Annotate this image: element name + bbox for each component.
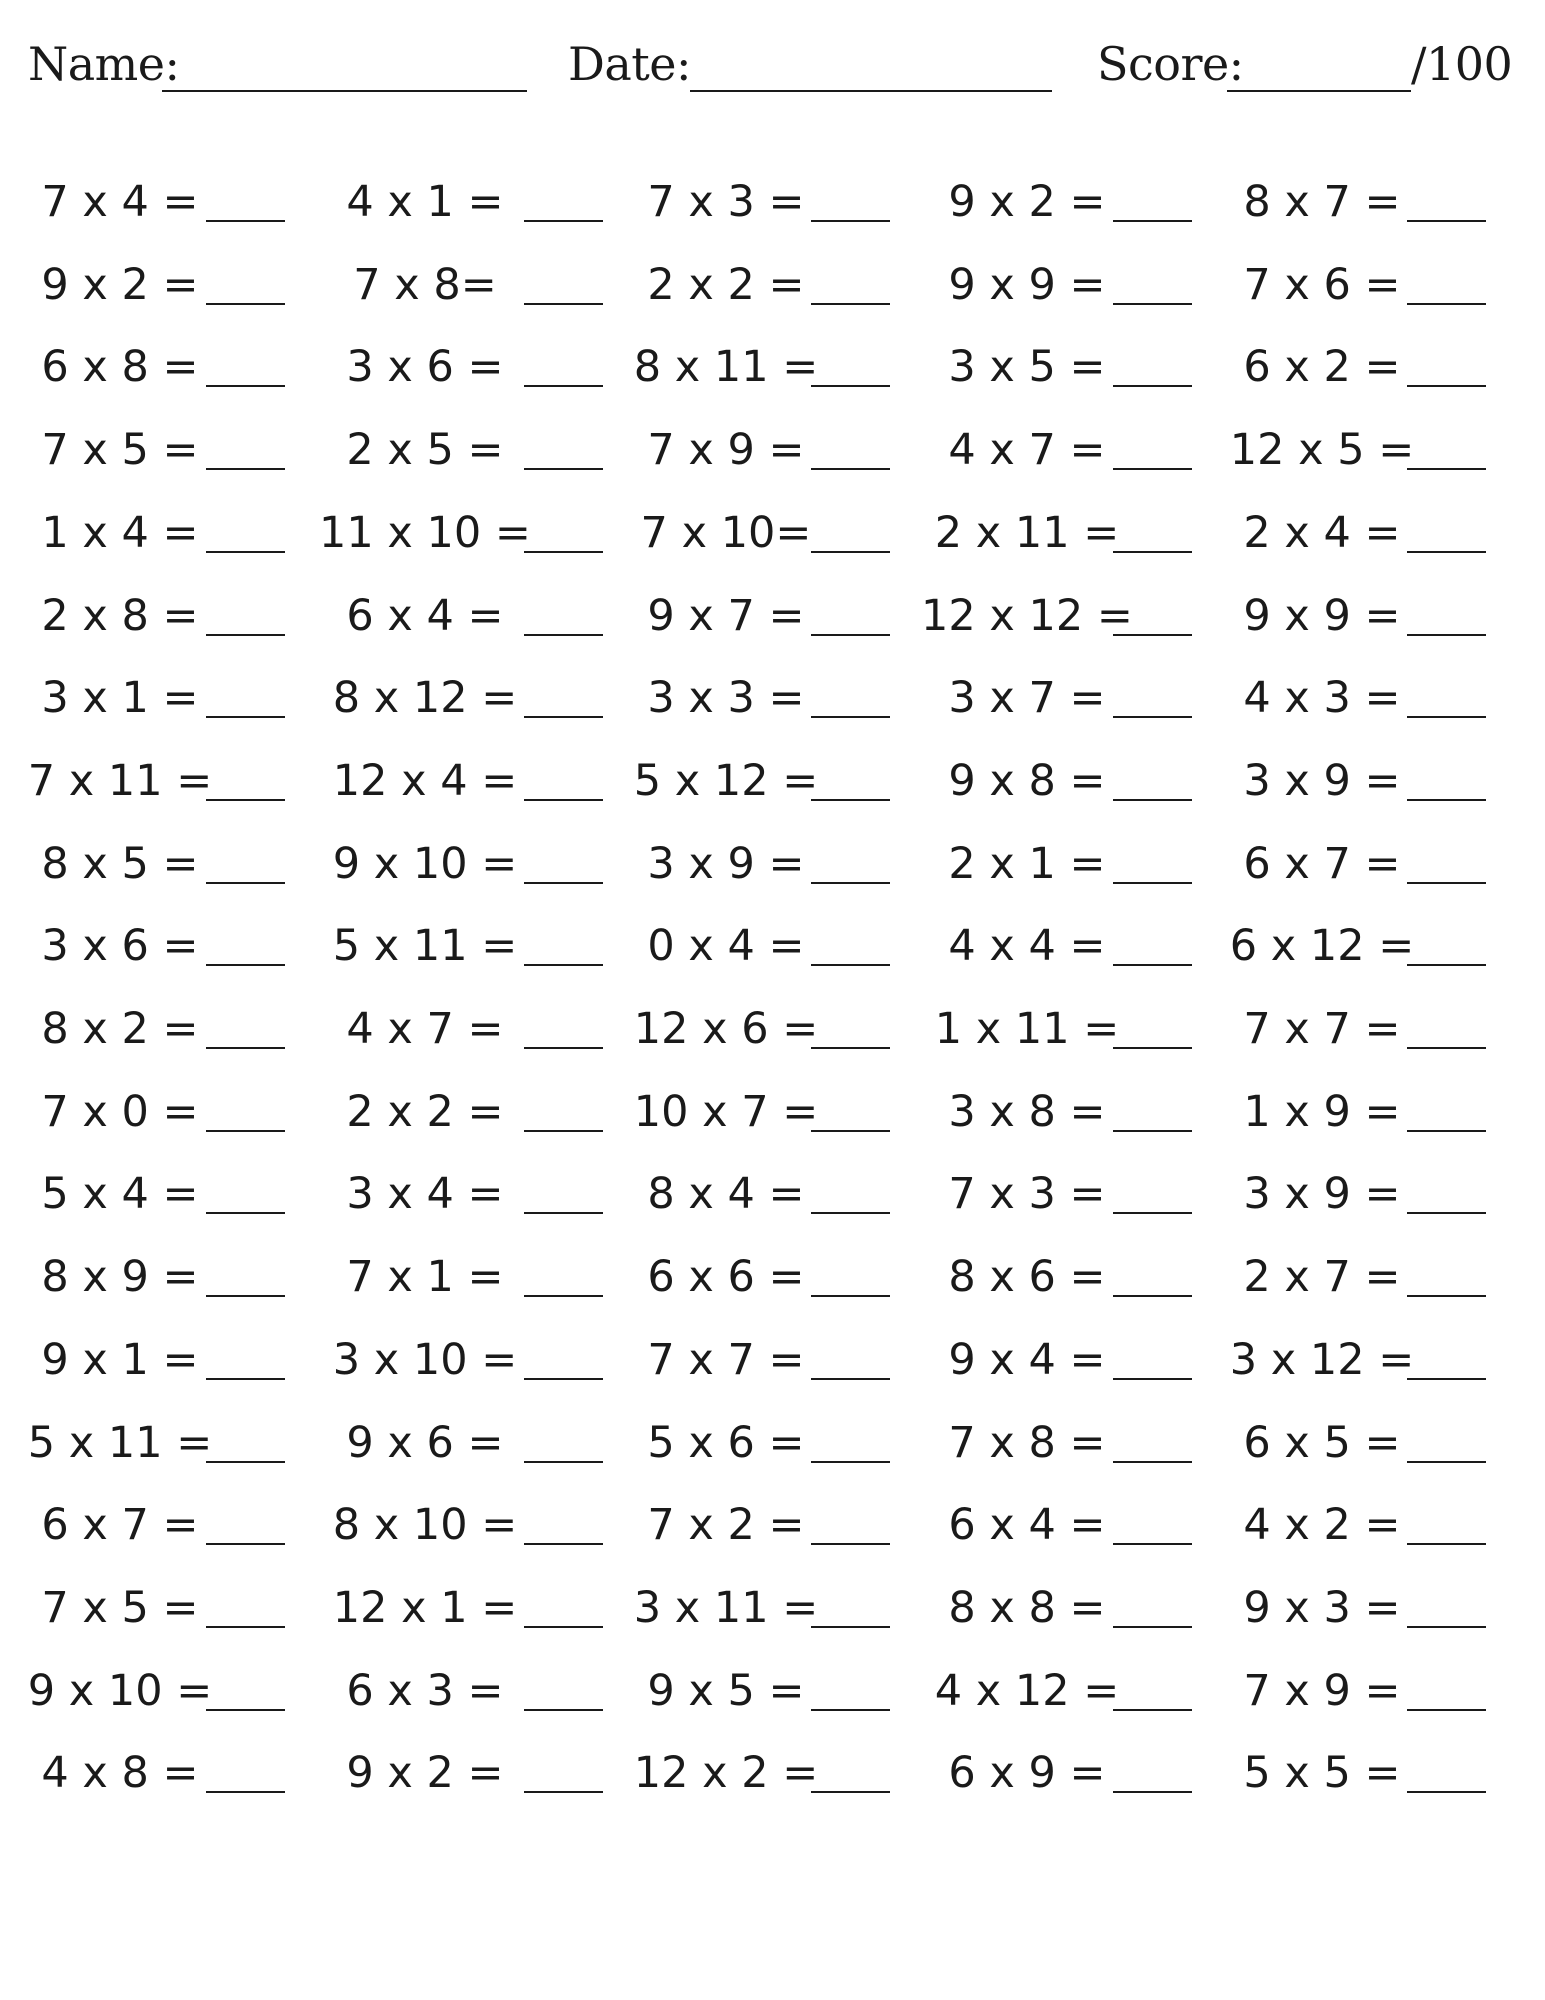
answer-blank[interactable] bbox=[1407, 1543, 1486, 1545]
answer-blank[interactable] bbox=[1113, 1212, 1192, 1214]
answer-blank[interactable] bbox=[1407, 1461, 1486, 1463]
answer-blank[interactable] bbox=[1113, 1543, 1192, 1545]
answer-blank[interactable] bbox=[1407, 1047, 1486, 1049]
answer-blank[interactable] bbox=[206, 303, 285, 305]
answer-blank[interactable] bbox=[524, 716, 603, 718]
answer-blank[interactable] bbox=[206, 1047, 285, 1049]
answer-blank[interactable] bbox=[1407, 1709, 1486, 1711]
answer-blank[interactable] bbox=[1113, 964, 1192, 966]
problem-expression: 7 x 3 = bbox=[948, 1169, 1106, 1220]
answer-blank[interactable] bbox=[1407, 1378, 1486, 1380]
problem-expression: 7 x 3 = bbox=[647, 177, 805, 227]
problem-expression: 7 x 4 = bbox=[41, 177, 199, 227]
problem-expression: 4 x 2 = bbox=[1243, 1500, 1401, 1551]
problem-expression: 5 x 4 = bbox=[41, 1169, 199, 1220]
problem-expression: 9 x 10 = bbox=[27, 1665, 213, 1716]
problem-expression: 1 x 4 = bbox=[41, 507, 199, 558]
answer-blank[interactable] bbox=[206, 468, 285, 470]
answer-blank[interactable] bbox=[811, 1130, 890, 1132]
answer-blank[interactable] bbox=[524, 1130, 603, 1132]
answer-blank[interactable] bbox=[1407, 1626, 1486, 1628]
answer-blank[interactable] bbox=[206, 551, 285, 553]
answer-blank[interactable] bbox=[206, 1626, 285, 1628]
answer-blank[interactable] bbox=[811, 964, 890, 966]
answer-blank[interactable] bbox=[206, 716, 285, 718]
answer-blank[interactable] bbox=[524, 799, 603, 801]
problem-expression: 6 x 2 = bbox=[1243, 342, 1401, 393]
answer-blank[interactable] bbox=[1113, 303, 1192, 305]
answer-blank[interactable] bbox=[524, 634, 603, 636]
answer-blank[interactable] bbox=[811, 468, 890, 470]
name-label: Name: bbox=[28, 37, 180, 91]
problem-expression: 6 x 7 = bbox=[1243, 838, 1401, 889]
problem-expression: 8 x 4 = bbox=[647, 1169, 805, 1220]
answer-blank[interactable] bbox=[1113, 385, 1192, 387]
problem-expression: 7 x 1 = bbox=[346, 1252, 504, 1303]
problem-expression: 6 x 8 = bbox=[41, 342, 199, 393]
problem-expression: 12 x 2 = bbox=[633, 1748, 819, 1799]
problem-expression: 3 x 10 = bbox=[332, 1334, 518, 1385]
problem-expression: 9 x 10 = bbox=[332, 838, 518, 889]
problem-expression: 4 x 1 = bbox=[346, 177, 504, 227]
problem-expression: 7 x 9 = bbox=[647, 425, 805, 476]
problem-expression: 3 x 4 = bbox=[346, 1169, 504, 1220]
answer-blank[interactable] bbox=[1113, 1130, 1192, 1132]
problem-expression: 5 x 12 = bbox=[633, 755, 819, 806]
problem-expression: 4 x 12 = bbox=[934, 1665, 1120, 1716]
answer-blank[interactable] bbox=[524, 1212, 603, 1214]
answer-blank[interactable] bbox=[811, 634, 890, 636]
answer-blank[interactable] bbox=[1407, 634, 1486, 636]
problem-expression: 3 x 9 = bbox=[647, 838, 805, 889]
problem-expression: 9 x 7 = bbox=[647, 590, 805, 641]
problem-expression: 8 x 11 = bbox=[633, 342, 819, 393]
answer-blank[interactable] bbox=[811, 716, 890, 718]
problem-expression: 4 x 7 = bbox=[948, 425, 1106, 476]
answer-blank[interactable] bbox=[524, 220, 603, 222]
problem-expression: 1 x 9 = bbox=[1243, 1086, 1401, 1137]
answer-blank[interactable] bbox=[1113, 799, 1192, 801]
answer-blank[interactable] bbox=[811, 1709, 890, 1711]
answer-blank[interactable] bbox=[206, 1709, 285, 1711]
answer-blank[interactable] bbox=[811, 1212, 890, 1214]
problem-expression: 6 x 6 = bbox=[647, 1252, 805, 1303]
problem-expression: 9 x 3 = bbox=[1243, 1582, 1401, 1633]
answer-blank[interactable] bbox=[524, 1461, 603, 1463]
answer-blank[interactable] bbox=[206, 1295, 285, 1297]
problem-expression: 2 x 1 = bbox=[948, 838, 1106, 889]
problem-expression: 3 x 9 = bbox=[1243, 1169, 1401, 1220]
answer-blank[interactable] bbox=[206, 1130, 285, 1132]
date-label: Date: bbox=[568, 37, 692, 91]
problem-expression: 2 x 5 = bbox=[346, 425, 504, 476]
answer-blank[interactable] bbox=[1407, 468, 1486, 470]
problem-expression: 3 x 5 = bbox=[948, 342, 1106, 393]
answer-blank[interactable] bbox=[1113, 551, 1192, 553]
answer-blank[interactable] bbox=[1113, 1378, 1192, 1380]
problem-expression: 2 x 8 = bbox=[41, 590, 199, 641]
problem-expression: 2 x 4 = bbox=[1243, 507, 1401, 558]
answer-blank[interactable] bbox=[206, 1543, 285, 1545]
answer-blank[interactable] bbox=[206, 385, 285, 387]
answer-blank[interactable] bbox=[524, 1709, 603, 1711]
problem-expression: 6 x 4 = bbox=[346, 590, 504, 641]
answer-blank[interactable] bbox=[206, 220, 285, 222]
answer-blank[interactable] bbox=[811, 882, 890, 884]
answer-blank[interactable] bbox=[811, 799, 890, 801]
answer-blank[interactable] bbox=[1407, 882, 1486, 884]
problem-expression: 0 x 4 = bbox=[647, 921, 805, 972]
answer-blank[interactable] bbox=[524, 1378, 603, 1380]
problem-expression: 3 x 12 = bbox=[1229, 1334, 1415, 1385]
answer-blank[interactable] bbox=[206, 882, 285, 884]
problem-expression: 2 x 2 = bbox=[647, 259, 805, 310]
answer-blank[interactable] bbox=[206, 634, 285, 636]
problem-expression: 3 x 6 = bbox=[41, 921, 199, 972]
answer-blank[interactable] bbox=[811, 1295, 890, 1297]
answer-blank[interactable] bbox=[1113, 1461, 1192, 1463]
answer-blank[interactable] bbox=[1113, 882, 1192, 884]
problem-expression: 8 x 2 = bbox=[41, 1004, 199, 1054]
answer-blank[interactable] bbox=[1407, 1212, 1486, 1214]
problem-expression: 8 x 8 = bbox=[948, 1582, 1106, 1633]
answer-blank[interactable] bbox=[1407, 303, 1486, 305]
problem-expression: 4 x 7 = bbox=[346, 1004, 504, 1054]
problem-expression: 7 x 5 = bbox=[41, 1582, 199, 1633]
problem-expression: 8 x 7 = bbox=[1243, 177, 1401, 227]
answer-blank[interactable] bbox=[524, 1791, 603, 1793]
answer-blank[interactable] bbox=[811, 551, 890, 553]
problem-expression: 4 x 8 = bbox=[41, 1748, 199, 1799]
problem-expression: 9 x 8 = bbox=[948, 755, 1106, 806]
answer-blank[interactable] bbox=[1407, 799, 1486, 801]
answer-blank[interactable] bbox=[1113, 1626, 1192, 1628]
problem-expression: 5 x 5 = bbox=[1243, 1748, 1401, 1799]
problem-expression: 3 x 3 = bbox=[647, 673, 805, 724]
answer-blank[interactable] bbox=[524, 551, 603, 553]
problem-expression: 2 x 11 = bbox=[934, 507, 1120, 558]
answer-blank[interactable] bbox=[524, 1543, 603, 1545]
problem-expression: 9 x 4 = bbox=[948, 1334, 1106, 1385]
answer-blank[interactable] bbox=[1407, 964, 1486, 966]
answer-blank[interactable] bbox=[1113, 468, 1192, 470]
answer-blank[interactable] bbox=[811, 303, 890, 305]
problem-expression: 4 x 3 = bbox=[1243, 673, 1401, 724]
problem-expression: 3 x 9 = bbox=[1243, 755, 1401, 806]
answer-blank[interactable] bbox=[1113, 1047, 1192, 1049]
problem-expression: 6 x 12 = bbox=[1229, 921, 1415, 972]
answer-blank[interactable] bbox=[524, 964, 603, 966]
answer-blank[interactable] bbox=[1113, 1709, 1192, 1711]
problem-expression: 3 x 11 = bbox=[633, 1582, 819, 1633]
answer-blank[interactable] bbox=[524, 1295, 603, 1297]
problem-expression: 5 x 11 = bbox=[27, 1417, 213, 1468]
answer-blank[interactable] bbox=[1407, 716, 1486, 718]
answer-blank[interactable] bbox=[811, 1047, 890, 1049]
answer-blank[interactable] bbox=[206, 964, 285, 966]
problem-expression: 4 x 4 = bbox=[948, 921, 1106, 972]
problem-expression: 8 x 9 = bbox=[41, 1252, 199, 1303]
answer-blank[interactable] bbox=[1407, 220, 1486, 222]
problem-expression: 8 x 10 = bbox=[332, 1500, 518, 1551]
problem-expression: 9 x 2 = bbox=[41, 259, 199, 310]
problem-expression: 9 x 2 = bbox=[346, 1748, 504, 1799]
problem-expression: 12 x 6 = bbox=[633, 1004, 819, 1054]
problem-expression: 7 x 7 = bbox=[1243, 1004, 1401, 1054]
answer-blank[interactable] bbox=[206, 1461, 285, 1463]
problem-expression: 9 x 2 = bbox=[948, 177, 1106, 227]
answer-blank[interactable] bbox=[1407, 1130, 1486, 1132]
answer-blank[interactable] bbox=[811, 220, 890, 222]
problem-expression: 12 x 5 = bbox=[1229, 425, 1415, 476]
problem-expression: 12 x 4 = bbox=[332, 755, 518, 806]
problem-expression: 1 x 11 = bbox=[934, 1004, 1120, 1054]
problem-expression: 7 x 2 = bbox=[647, 1500, 805, 1551]
answer-blank[interactable] bbox=[1113, 1295, 1192, 1297]
score-label: Score: bbox=[1097, 37, 1244, 91]
problem-expression: 6 x 9 = bbox=[948, 1748, 1106, 1799]
answer-blank[interactable] bbox=[206, 1212, 285, 1214]
problem-expression: 11 x 10 = bbox=[319, 507, 531, 558]
answer-blank[interactable] bbox=[811, 1543, 890, 1545]
answer-blank[interactable] bbox=[1407, 551, 1486, 553]
answer-blank[interactable] bbox=[1407, 1791, 1486, 1793]
problem-expression: 6 x 7 = bbox=[41, 1500, 199, 1551]
answer-blank[interactable] bbox=[524, 1047, 603, 1049]
problem-expression: 7 x 9 = bbox=[1243, 1665, 1401, 1716]
answer-blank[interactable] bbox=[524, 468, 603, 470]
problem-expression: 6 x 5 = bbox=[1243, 1417, 1401, 1468]
problem-expression: 12 x 12 = bbox=[921, 590, 1133, 641]
answer-blank[interactable] bbox=[1113, 220, 1192, 222]
problem-expression: 9 x 5 = bbox=[647, 1665, 805, 1716]
problem-expression: 5 x 11 = bbox=[332, 921, 518, 972]
answer-blank[interactable] bbox=[524, 303, 603, 305]
problem-expression: 9 x 9 = bbox=[1243, 590, 1401, 641]
problem-expression: 9 x 9 = bbox=[948, 259, 1106, 310]
problem-expression: 2 x 7 = bbox=[1243, 1252, 1401, 1303]
answer-blank[interactable] bbox=[206, 1378, 285, 1380]
answer-blank[interactable] bbox=[206, 799, 285, 801]
answer-blank[interactable] bbox=[811, 1461, 890, 1463]
answer-blank[interactable] bbox=[811, 1626, 890, 1628]
problem-expression: 6 x 4 = bbox=[948, 1500, 1106, 1551]
problem-expression: 8 x 5 = bbox=[41, 838, 199, 889]
problem-expression: 7 x 7 = bbox=[647, 1334, 805, 1385]
problem-expression: 9 x 1 = bbox=[41, 1334, 199, 1385]
problem-expression: 10 x 7 = bbox=[633, 1086, 819, 1137]
problem-expression: 9 x 6 = bbox=[346, 1417, 504, 1468]
answer-blank[interactable] bbox=[1113, 634, 1192, 636]
answer-blank[interactable] bbox=[1113, 716, 1192, 718]
answer-blank[interactable] bbox=[1113, 1791, 1192, 1793]
problem-expression: 7 x 11 = bbox=[27, 755, 213, 806]
problem-expression: 8 x 12 = bbox=[332, 673, 518, 724]
problem-expression: 3 x 1 = bbox=[41, 673, 199, 724]
problem-expression: 7 x 10= bbox=[640, 507, 812, 558]
problem-expression: 8 x 6 = bbox=[948, 1252, 1106, 1303]
problem-expression: 7 x 5 = bbox=[41, 425, 199, 476]
problem-expression: 2 x 2 = bbox=[346, 1086, 504, 1137]
problem-expression: 5 x 6 = bbox=[647, 1417, 805, 1468]
problem-expression: 6 x 3 = bbox=[346, 1665, 504, 1716]
problem-expression: 12 x 1 = bbox=[332, 1582, 518, 1633]
answer-blank[interactable] bbox=[524, 1626, 603, 1628]
problem-expression: 7 x 0 = bbox=[41, 1086, 199, 1137]
problem-expression: 7 x 8 = bbox=[948, 1417, 1106, 1468]
problem-expression: 3 x 7 = bbox=[948, 673, 1106, 724]
answer-blank[interactable] bbox=[524, 882, 603, 884]
problem-expression: 3 x 8 = bbox=[948, 1086, 1106, 1137]
answer-blank[interactable] bbox=[206, 1791, 285, 1793]
problem-expression: 7 x 6 = bbox=[1243, 259, 1401, 310]
answer-blank[interactable] bbox=[811, 1378, 890, 1380]
problem-expression: 3 x 6 = bbox=[346, 342, 504, 393]
answer-blank[interactable] bbox=[1407, 385, 1486, 387]
answer-blank[interactable] bbox=[524, 385, 603, 387]
answer-blank[interactable] bbox=[811, 385, 890, 387]
problem-expression: 7 x 8= bbox=[353, 259, 497, 310]
answer-blank[interactable] bbox=[811, 1791, 890, 1793]
score-total: /100 bbox=[1411, 37, 1513, 91]
answer-blank[interactable] bbox=[1407, 1295, 1486, 1297]
